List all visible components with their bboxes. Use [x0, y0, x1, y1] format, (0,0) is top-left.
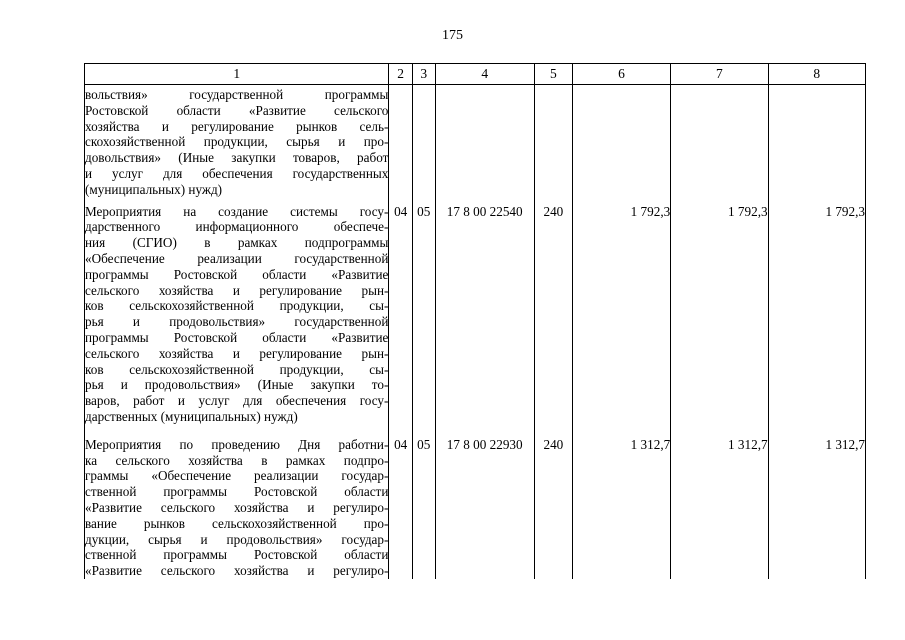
description-line: Ростовской области «Развитие сельского	[85, 102, 389, 118]
description-line: дукции, сырья и продовольствия» государ-	[85, 531, 389, 547]
header-cell: 8	[768, 64, 865, 85]
amount-cell: 1 312,7	[768, 431, 865, 579]
description-line: «Обеспечение реализации государственной	[85, 250, 389, 266]
page-number: 175	[442, 28, 463, 43]
amount-cell: 1 312,7	[572, 431, 670, 579]
amount-cell: 1 312,7	[671, 431, 768, 579]
description-line: хозяйства и регулирование рынков сель-	[85, 118, 389, 134]
description-line: ственной программы Ростовской области	[85, 484, 389, 500]
description-line: ков сельскохозяйственной продукции, сы-	[85, 361, 389, 377]
description-line: программы Ростовской области «Развитие	[85, 266, 389, 282]
description-cell	[85, 198, 389, 431]
description-cell	[85, 85, 389, 198]
description-line: вольствия» государственной программы	[85, 87, 389, 102]
description-line: Мероприятия по проведению Дня работни-	[85, 436, 389, 452]
amount-cell: 1 792,3	[572, 198, 670, 431]
budget-table	[84, 63, 866, 579]
expense-type-cell: 240	[534, 431, 572, 579]
target-article-cell	[435, 85, 534, 198]
section-cell	[389, 85, 413, 198]
header-cell: 7	[671, 64, 768, 85]
amount-cell: 1 792,3	[768, 198, 865, 431]
header-cell: 3	[412, 64, 435, 85]
description-line: рья и продовольствия» государственной	[85, 314, 389, 330]
description-line: дарственных (муниципальных) нужд)	[85, 408, 298, 424]
header-cell: 5	[534, 64, 572, 85]
description-line: скохозяйственной продукции, сырья и про-	[85, 134, 389, 150]
subsection-cell: 05	[412, 198, 435, 431]
header-row	[85, 64, 866, 85]
section-cell: 04	[389, 198, 413, 431]
table-row	[85, 85, 866, 198]
description-line: Мероприятия на создание системы госу-	[85, 203, 389, 219]
expense-type-cell	[534, 85, 572, 198]
amount-cell	[671, 85, 768, 198]
header-cell: 6	[572, 64, 670, 85]
expense-type-cell: 240	[534, 198, 572, 431]
description-line: «Развитие сельского хозяйства и регулиро-	[85, 563, 389, 579]
description-line: довольствия» (Иные закупки товаров, работ	[85, 150, 389, 166]
table-row	[85, 198, 866, 431]
description-line: варов, работ и услуг для обеспечения госу-	[85, 393, 389, 409]
header-cell: 1	[85, 64, 389, 85]
description-line: ния (СГИО) в рамках подпрограммы	[85, 235, 389, 251]
description-line: дарственного информационного обеспече-	[85, 219, 389, 235]
description-line: ственной программы Ростовской области	[85, 547, 389, 563]
description-line: и услуг для обеспечения государственных	[85, 165, 389, 181]
description-line: программы Ростовской области «Развитие	[85, 329, 389, 345]
amount-cell	[768, 85, 865, 198]
table-row	[85, 431, 866, 579]
amount-cell: 1 792,3	[671, 198, 768, 431]
description-line: вание рынков сельскохозяйственной про-	[85, 515, 389, 531]
header-cell: 4	[435, 64, 534, 85]
description-line: сельского хозяйства и регулирование рын-	[85, 345, 389, 361]
description-line: ков сельскохозяйственной продукции, сы-	[85, 298, 389, 314]
amount-cell	[572, 85, 670, 198]
description-line: сельского хозяйства и регулирование рын-	[85, 282, 389, 298]
section-cell: 04	[389, 431, 413, 579]
description-line: граммы «Обеспечение реализации государ-	[85, 468, 389, 484]
subsection-cell: 05	[412, 431, 435, 579]
target-article-cell: 17 8 00 22540	[435, 198, 534, 431]
description-line: (муниципальных) нужд)	[85, 181, 223, 197]
description-cell	[85, 431, 389, 579]
header-cell: 2	[389, 64, 413, 85]
subsection-cell	[412, 85, 435, 198]
description-line: «Развитие сельского хозяйства и регулиро-	[85, 499, 389, 515]
description-line: рья и продовольствия» (Иные закупки то-	[85, 377, 389, 393]
target-article-cell: 17 8 00 22930	[435, 431, 534, 579]
description-line: ка сельского хозяйства в рамках подпро-	[85, 452, 389, 468]
